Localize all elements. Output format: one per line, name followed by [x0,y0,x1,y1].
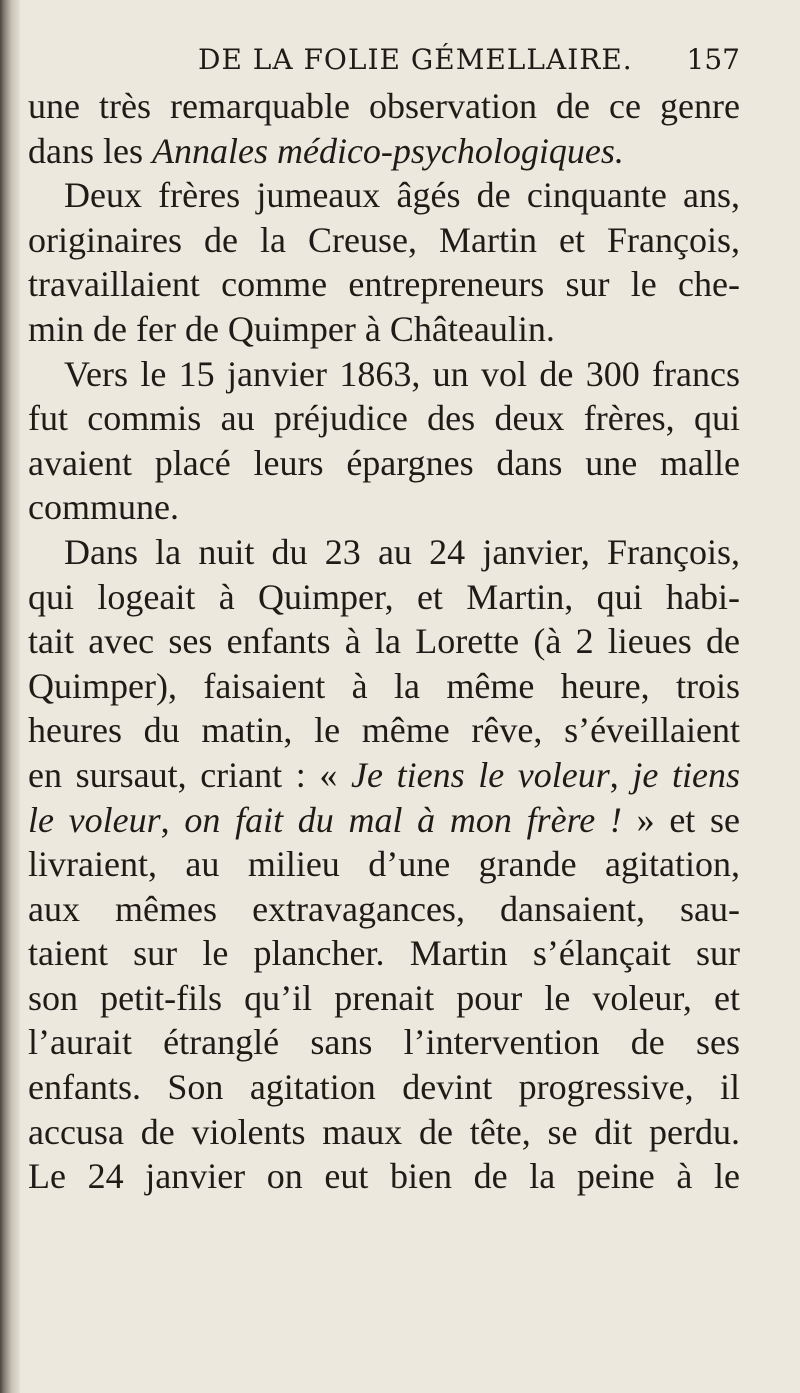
text-segment: aux mêmes extravagances, dansaient, sau- [28,888,740,929]
page-number: 157 [686,43,740,76]
italic-text: Je tiens le voleur [351,754,610,795]
italic-text: Annales médico-psychologiques. [151,130,624,171]
text-segment: taient sur le plancher. Martin s’élançait sur [28,933,740,974]
text-segment: une très remarquable observation de ce genre [28,86,740,126]
text-segment: avaient placé leurs épargnes dans une malle [28,442,740,483]
text-line [28,1154,740,1199]
text-segment: travaillaient comme entrepreneurs sur le che- [28,264,740,305]
book-page [28,0,788,1393]
italic-text: le voleur [28,799,161,840]
text-segment: » et se [621,799,740,840]
text-segment: commune. [28,487,179,528]
text-line [28,530,740,575]
text-segment: Quimper), faisaient à la même heure, trois [28,665,740,706]
text-line [28,931,740,976]
italic-text: je tiens [632,754,740,795]
text-segment: dans les [28,130,152,171]
text-line [28,262,740,307]
text-line [28,708,740,753]
text-segment: accusa de violents maux de tête, se dit perdu. [28,1111,740,1152]
text-segment: livraient, au milieu d’une grande agitation, [28,844,740,885]
text-segment: fut commis au préjudice des deux frères, qui [28,398,740,439]
text-segment: Dans la nuit du 23 au 24 janvier, François, [64,531,740,572]
text-segment: en sursaut, criant : « [28,754,352,795]
text-line [28,173,740,218]
text-segment: Le 24 janvier on eut bien de la peine à le [28,1156,740,1197]
text-segment: Deux frères jumeaux âgés de cinquante ans, [64,175,740,216]
text-segment: , [609,754,633,795]
text-line [28,976,740,1021]
text-line [28,485,740,530]
text-segment: tait avec ses enfants à la Lorette (à 2 lieues de [28,621,740,662]
text-segment: originaires de la Creuse, Martin et François, [28,219,740,260]
text-line [28,798,740,843]
text-line [28,1065,740,1110]
text-segment: qui logeait à Quimper, et Martin, qui habi- [28,576,740,617]
text-line [28,842,740,887]
text-line [28,218,740,263]
text-segment: enfants. Son agitation devint progressive, il [28,1067,740,1108]
text-segment: heures du matin, le même rêve, s’éveillaient [28,710,740,751]
text-line [28,887,740,932]
text-segment: Vers le 15 janvier 1863, un vol de 300 francs [64,353,740,394]
text-line [28,664,740,709]
text-segment: l’aurait étranglé sans l’intervention de ses [28,1022,740,1063]
text-segment: min de fer de Quimper à Châteaulin. [28,308,555,349]
text-line [28,352,740,397]
running-title: DE LA FOLIE GÉMELLAIRE. [198,43,633,76]
body-text [28,84,740,1199]
text-line [28,1110,740,1155]
text-line [28,396,740,441]
running-head [28,40,740,80]
text-line [28,619,740,664]
text-line [28,575,740,620]
text-segment: , [160,799,185,840]
text-line [28,441,740,486]
text-line [28,84,740,129]
text-line [28,1020,740,1065]
text-segment: son petit-fils qu’il prenait pour le voleur, et [28,977,740,1018]
text-line [28,753,740,798]
book-gutter-shadow [0,0,20,1393]
text-line [28,307,740,352]
italic-text: on fait du mal à mon frère ! [184,799,622,840]
text-line [28,129,740,174]
